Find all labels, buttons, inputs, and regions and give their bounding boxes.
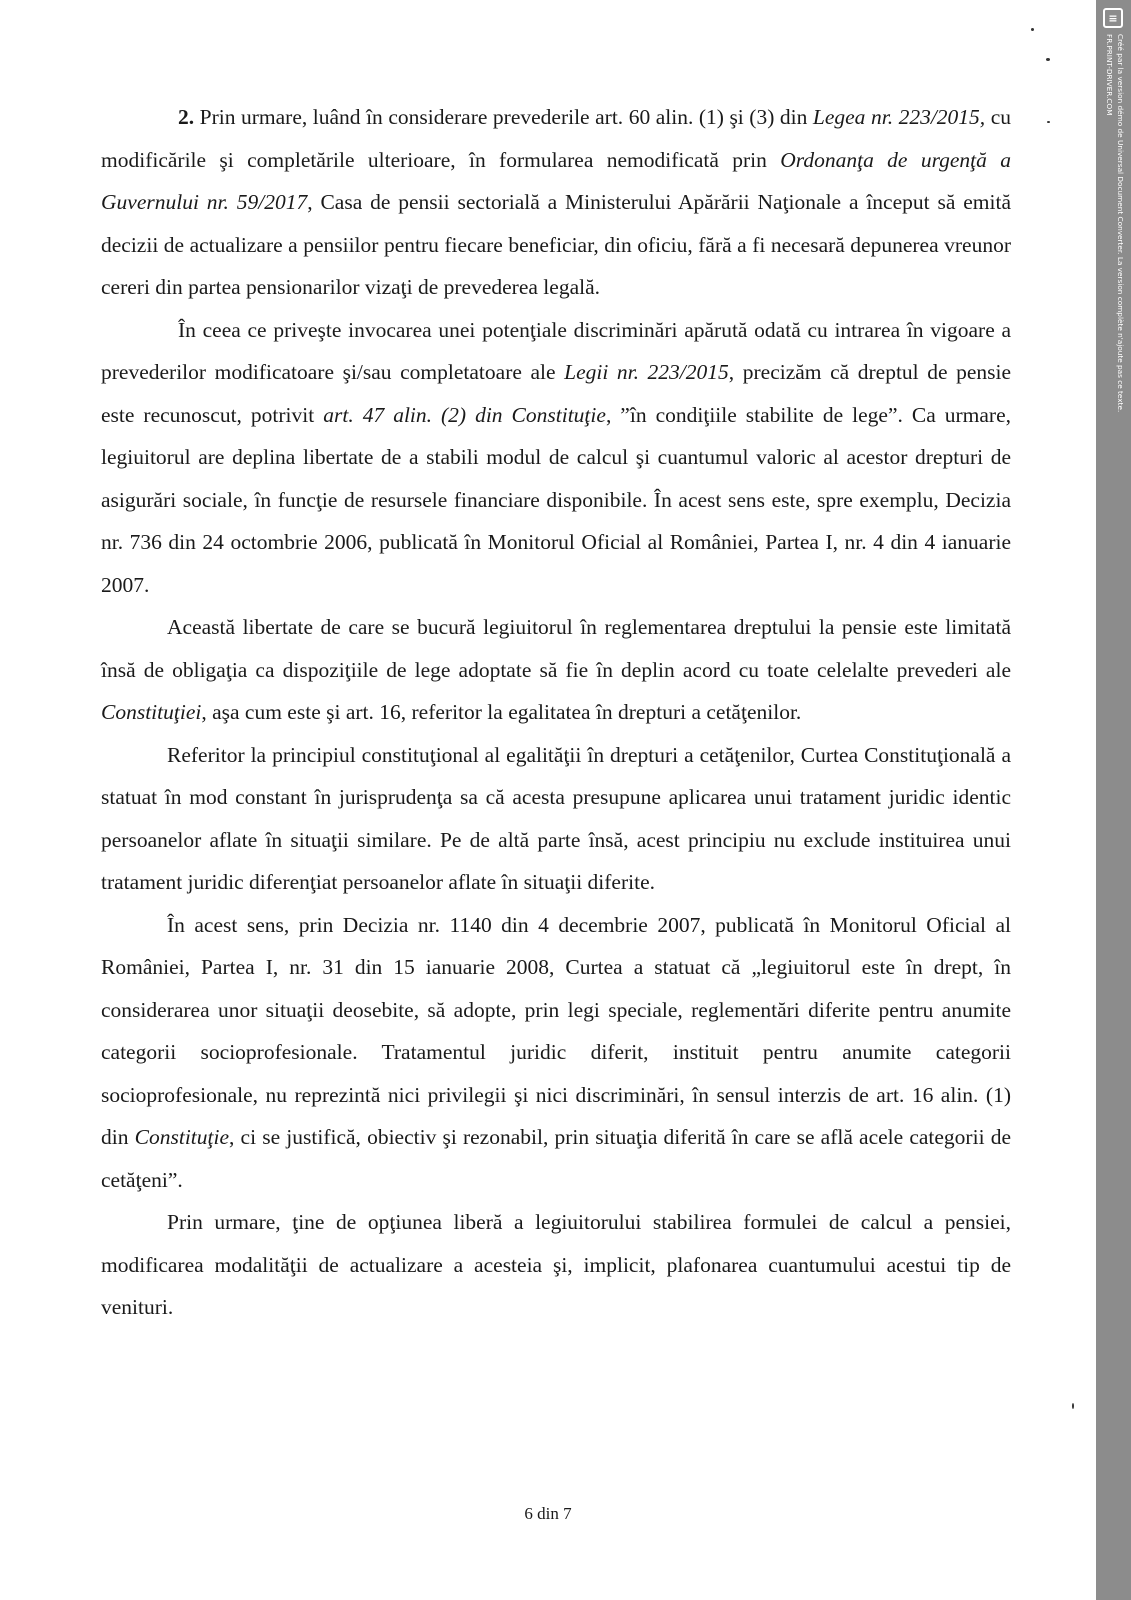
watermark-text: Créé par la version démo de Universal Document Converter. La version complète n'ajoute pas ce texte. FR.PRINT-DRIVER.COM (1105, 34, 1125, 413)
watermark-banner (1096, 0, 1131, 1600)
law-reference: Legea nr. 223/2015, (812, 105, 986, 129)
law-reference: Legii nr. 223/2015 (564, 360, 729, 384)
paragraph-1: 2. Prin urmare, luând în considerare prevederile art. 60 alin. (1) şi (3) din Legea nr. 223/2015, cu modificările şi completările ulterioare, în formularea nemodificată prin Ordonanţa de urgenţă a Guvernului nr. 59/2017, Casa de pensii sectorială a Ministerului Apărării Naţionale a început să emită decizii de actualizare a pensiilor pentru fiecare beneficiar, din oficiu, fără a fi necesară depunerea vreunor cereri din partea pensionarilor vizaţi de prevederea legală. (101, 105, 1012, 299)
paragraph-5: În acest sens, prin Decizia nr. 1140 din 4 decembrie 2007, publicată în Monitorul Oficial al României, Partea I, nr. 31 din 15 ianuarie 2008, Curtea a statuat că „legiuitorul este în drept, în considerarea unor situaţii deosebite, să adopte, prin legi speciale, reglementări diferite pentru anumite categorii socioprofesionale. Tratamentul juridic diferit, instituit pentru anumite categorii socioprofesionale, nu reprezintă nici privilegii şi nici discriminări, în sensul interzis de art. 16 alin. (1) din Constituţie, ci se justifică, obiectiv şi rezonabil, prin situaţia diferită în care se află acele categorii de cetăţeni”. (101, 912, 1011, 1192)
paragraph-4: Referitor la principiul constituţional al egalităţii în drepturi a cetăţenilor, Curtea Constituţională a statuat în mod constant în jurisprudenţa sa că acesta presupune aplicarea unui tratament juridic identic persoanelor aflate în situaţii similare. Pe de altă parte însă, acest principiu nu exclude instituirea unui tratament juridic diferenţiat persoanelor aflate în situaţii diferite. (101, 742, 1011, 894)
scan-speck (1072, 1403, 1074, 1409)
constitution-reference: Constituţiei (101, 700, 202, 724)
document-body (101, 96, 1011, 1329)
page-number: 6 din 7 (524, 1504, 572, 1523)
scan-speck (1046, 58, 1050, 61)
paragraph-number: 2. (178, 105, 195, 129)
converter-logo-icon: ≡ (1103, 8, 1123, 28)
paragraph-6: Prin urmare, ţine de opţiunea liberă a legiuitorului stabilirea formulei de calcul a pensiei, modificarea modalităţii de actualizare a acesteia şi, implicit, plafonarea cuantumului acestui tip de venituri. (101, 1210, 1011, 1319)
scan-speck (1047, 121, 1050, 123)
constitution-reference: Constituţie (134, 1125, 230, 1149)
constitution-reference: art. 47 alin. (2) din Constituţie (323, 402, 606, 427)
scan-speck (1031, 28, 1034, 31)
paragraph-2: În ceea ce priveşte invocarea unei potenţiale discriminări apărută odată cu intrarea în vigoare a prevederilor modificatoare şi/sau completatoare ale Legii nr. 223/2015, precizăm că dreptul de pensie este recunoscut, potrivit art. 47 alin. (2) din Constituţie, ”în condiţiile stabilite de lege”. Ca urmare, legiuitorul are deplina libertate de a stabili modul de calcul şi cuantumul valoric al acestor drepturi de asigurări sociale, în funcţie de resursele financiare disponibile. În acest sens este, spre exemplu, Decizia nr. 736 din 24 octombrie 2006, publicată în Monitorul Oficial al României, Partea I, nr. 4 din 4 ianuarie 2007. (101, 317, 1012, 597)
ordinance-reference: Ordonanţa de urgenţă a Guvernului nr. 59/2017 (101, 147, 1012, 214)
paragraph-3: Această libertate de care se bucură legiuitorul în reglementarea dreptului la pensie este limitată însă de obligaţia ca dispoziţiile de lege adoptate să fie în deplin acord cu toate celelalte prevederi ale Constituţiei, aşa cum este şi art. 16, referitor la egalitatea în drepturi a cetăţenilor. (101, 615, 1011, 724)
